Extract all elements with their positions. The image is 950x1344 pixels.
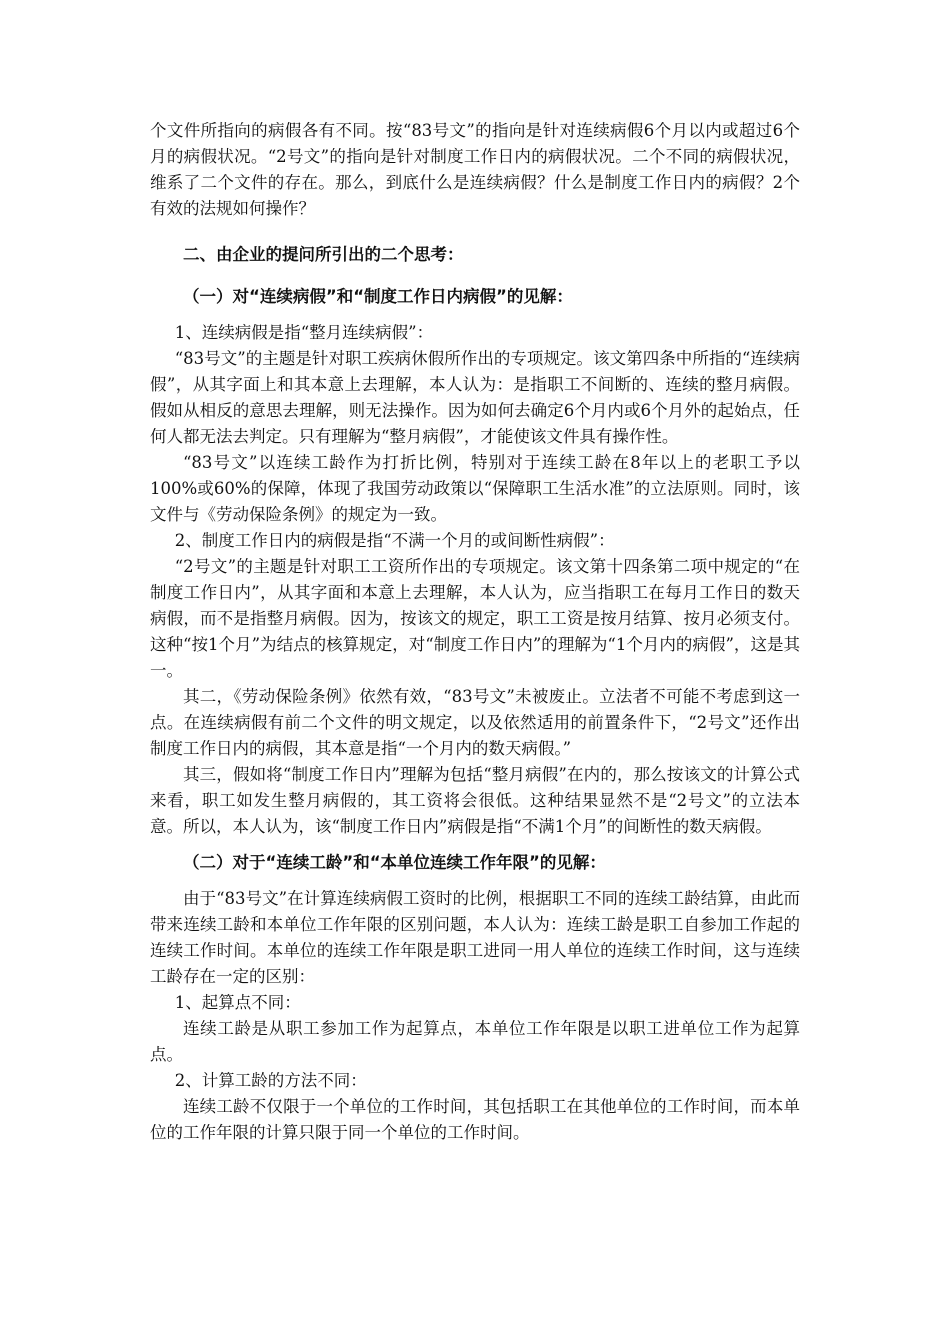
paragraph-seniority-intro: 由于“83号文”在计算连续病假工资时的比例，根据职工不同的连续工龄结算，由此而带来连续工龄和本单位工作年限的区别问题，本人认为：连续工龄是职工自参加工作起的连续工作时间。本单位的连续工作年限是职工进同一用人单位的连续工作时间，这与连续工龄存在一定的区别： [150, 889, 800, 986]
intro-paragraph: 个文件所指向的病假各有不同。按“83号文”的指向是针对连续病假6个月以内或超过6个月的病假状况。“2号文”的指向是针对制度工作日内的病假状况。二个不同的病假状况，维系了二个文件的存在。那么，到底什么是连续病假？什么是制度工作日内的病假？2个有效的法规如何操作？ [150, 121, 800, 218]
item-title-calculation-method: 2、计算工龄的方法不同： [174, 1071, 367, 1090]
section-heading-2: 二、由企业的提问所引出的二个思考： [183, 245, 464, 264]
paragraph-second-point: 其二，《劳动保险条例》依然有效，“83号文”未被废止。立法者不可能不考虑到这一点。在连续病假有前二个文件的明文规定，以及依然适用的前置条件下，“2号文”还作出制度工作日内的病假，其本意是指“一个月内的数天病假。” [150, 687, 800, 758]
subsection-heading-1: （一）对“连续病假”和“制度工作日内病假”的见解： [183, 287, 573, 306]
paragraph-start-point: 连续工龄是从职工参加工作为起算点，本单位工作年限是以职工进单位工作为起算点。 [150, 1019, 800, 1064]
subsection-heading-2: （二）对于“连续工龄”和“本单位连续工作年限”的见解： [183, 853, 606, 872]
paragraph-third-point: 其三，假如将“制度工作日内”理解为包括“整月病假”在内的，那么按该文的计算公式来看，职工如发生整月病假的，其工资将会很低。这种结果显然不是“2号文”的立法本意。所以，本人认为，该“制度工作日内”病假是指“不满1个月”的间断性的数天病假。 [150, 765, 800, 836]
paragraph-calculation-method: 连续工龄不仅限于一个单位的工作时间，其包括职工在其他单位的工作时间，而本单位的工作年限的计算只限于同一个单位的工作时间。 [150, 1097, 800, 1142]
item-title-start-point: 1、起算点不同： [174, 993, 301, 1012]
paragraph-83-doc-theme: “83号文”的主题是针对职工疾病休假所作出的专项规定。该文第四条中所指的“连续病假”，从其字面上和其本意上去理解，本人认为：是指职工不间断的、连续的整月病假。假如从相反的意思去理解，则无法操作。因为如何去确定6个月内或6个月外的起始点，任何人都无法去判定。只有理解为“整月病假”，才能使该文件具有操作性。 [150, 349, 800, 446]
paragraph-2-doc-theme: “2号文”的主题是针对职工工资所作出的专项规定。该文第十四条第二项中规定的“在制度工作日内”，从其字面和本意上去理解，本人认为，应当指职工在每月工作日的数天病假，而不是指整月病假。因为，按该文的规定，职工工资是按月结算、按月必须支付。这种“按1个月”为结点的核算规定，对“制度工作日内”的理解为“1个月内的病假”，这是其一。 [150, 557, 800, 680]
item-title-continuous-sick-leave: 1、连续病假是指“整月连续病假”： [174, 323, 434, 342]
item-title-workday-sick-leave: 2、制度工作日内的病假是指“不满一个月的或间断性病假”： [174, 531, 615, 550]
paragraph-83-doc-ratio: “83号文”以连续工龄作为打折比例，特别对于连续工龄在8年以上的老职工予以100%或60%的保障，体现了我国劳动政策以“保障职工生活水准”的立法原则。同时，该文件与《劳动保险条例》的规定为一致。 [150, 453, 800, 524]
document-page [150, 118, 800, 1146]
